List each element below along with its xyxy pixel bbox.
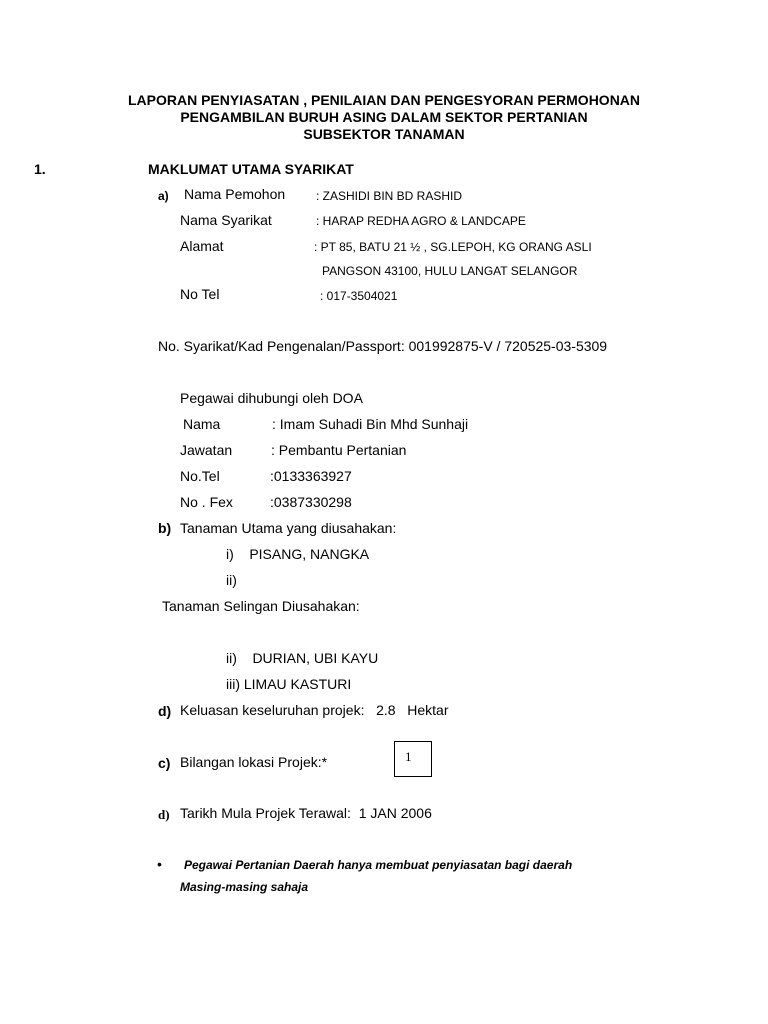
doa-tel-value: :0133363927 [270,468,352,484]
alamat-line-2: PANGSON 43100, HULU LANGAT SELANGOR [322,264,578,278]
report-title-line-3: SUBSEKTOR TANAMAN [303,126,465,142]
item-c-marker: c) [158,755,171,771]
intercrop-item-2: iii) LIMAU KASTURI [226,676,352,692]
section-heading: MAKLUMAT UTAMA SYARIKAT [148,161,354,177]
syarikat-value: : HARAP REDHA AGRO & LANDCAPE [316,214,526,228]
item-a-marker: a) [158,189,169,203]
doa-contact-heading: Pegawai dihubungi oleh DOA [180,390,363,406]
item-d2-marker: d) [158,807,170,822]
syarikat-label: Nama Syarikat [180,212,272,228]
doa-nama-label: Nama [183,416,221,432]
project-locations-value: 1 [405,749,412,764]
item-b-marker: b) [158,520,172,536]
pemohon-label: Nama Pemohon [184,186,286,202]
tel-value: : 017-3504021 [320,289,398,303]
project-locations-box [394,741,432,777]
main-crop-item-2: ii) [226,572,237,588]
doa-nama-value: : Imam Suhadi Bin Mhd Sunhaji [272,416,469,432]
intercrop-item-1: ii) DURIAN, UBI KAYU [226,650,379,666]
doa-tel-label: No.Tel [180,468,220,484]
project-locations-label: Bilangan lokasi Projek:* [180,754,328,770]
alamat-line-1: : PT 85, BATU 21 ½ , SG.LEPOH, KG ORANG ASLI [314,240,592,254]
intercrops-label: Tanaman Selingan Diusahakan: [162,598,360,614]
item-d-marker: d) [158,703,172,719]
registration-numbers: No. Syarikat/Kad Pengenalan/Passport: 001992875-V / 720525-03-5309 [158,338,608,354]
doa-fax-value: :0387330298 [270,494,352,510]
main-crops-label: Tanaman Utama yang diusahakan: [180,520,397,536]
project-start-date: Tarikh Mula Projek Terawal: 1 JAN 2006 [180,805,432,821]
doa-fax-label: No . Fex [180,494,233,510]
note-line-2: Masing-masing sahaja [180,880,309,894]
report-title-line-1: LAPORAN PENYIASATAN , PENILAIAN DAN PENGESYORAN PERMOHONAN [127,92,641,108]
report-title-line-2: PENGAMBILAN BURUH ASING DALAM SEKTOR PERTANIAN [180,109,588,125]
alamat-label: Alamat [180,238,224,254]
note-bullet: • [157,856,162,872]
doa-jawatan-label: Jawatan [180,442,233,458]
doa-jawatan-value: : Pembantu Pertanian [271,442,407,458]
tel-label: No Tel [180,286,220,302]
section-number: 1. [34,161,46,177]
note-line-1: Pegawai Pertanian Daerah hanya membuat penyiasatan bagi daerah [184,858,573,872]
pemohon-value: : ZASHIDI BIN BD RASHID [316,189,463,203]
project-area: Keluasan keseluruhan projek: 2.8 Hektar [180,702,449,718]
main-crop-item-1: i) PISANG, NANGKA [226,546,370,562]
